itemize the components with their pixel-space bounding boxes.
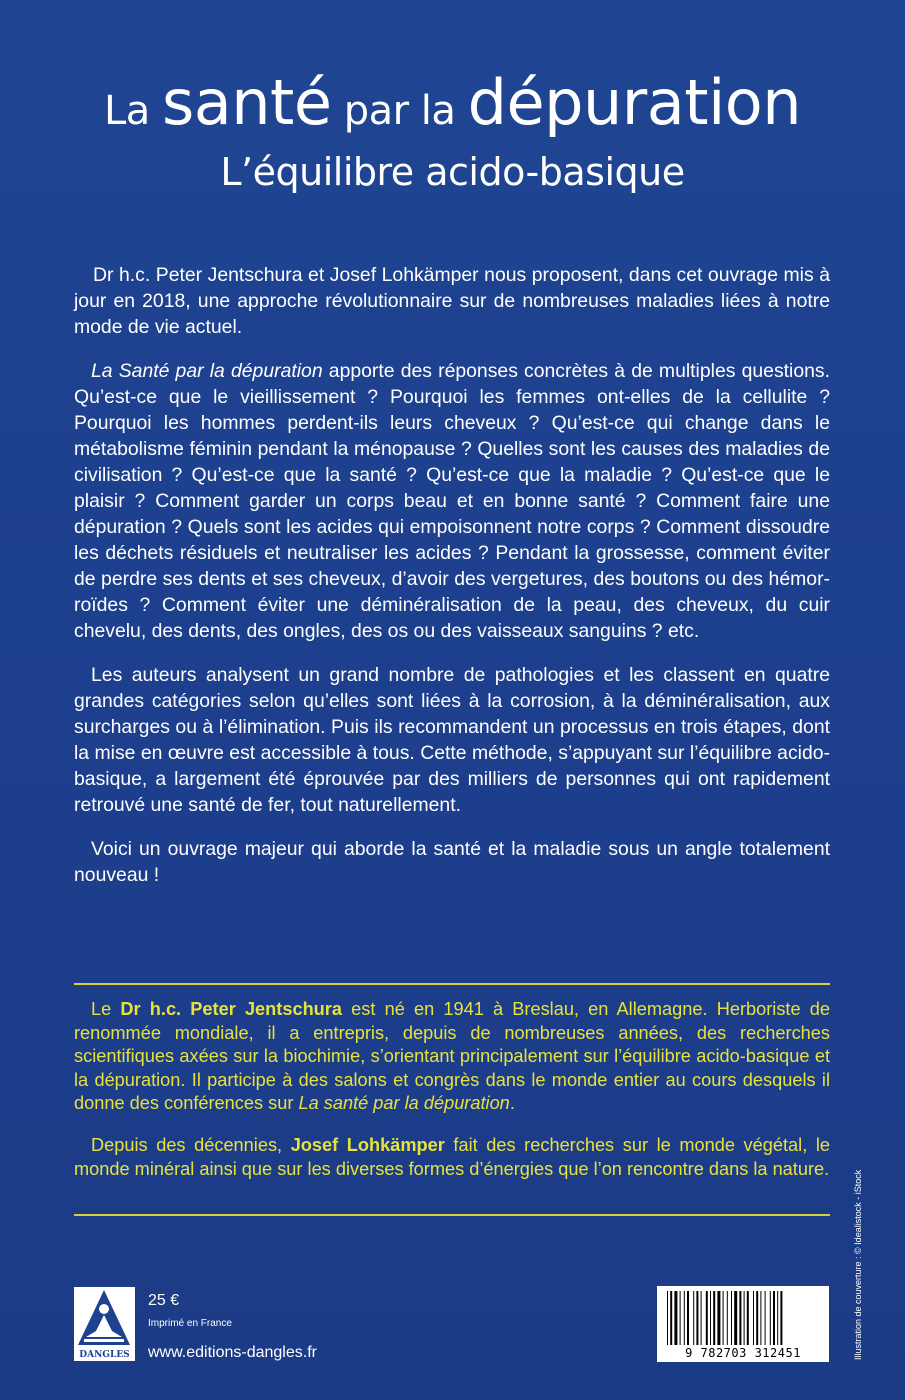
barcode-bar xyxy=(674,1291,677,1345)
bio-1-book-title: La santé par la dépuration xyxy=(298,1093,510,1114)
barcode-bar xyxy=(744,1291,745,1345)
barcode-bar xyxy=(780,1291,782,1345)
barcode-bar xyxy=(727,1291,728,1345)
publisher-logo xyxy=(74,1287,135,1361)
barcode-bar xyxy=(760,1291,761,1345)
bio-2-author-name: Josef Lohkämper xyxy=(290,1134,445,1155)
title-part-4: dépuration xyxy=(467,66,802,139)
book-subtitle: L’équilibre acido-basique xyxy=(220,150,685,194)
barcode-bar xyxy=(756,1291,758,1345)
bio-1-prefix: Le xyxy=(91,999,121,1019)
barcode-bar xyxy=(734,1291,737,1345)
bio-1-author-name: Dr h.c. Peter Jentschura xyxy=(120,999,342,1019)
barcode-bar xyxy=(747,1291,749,1345)
barcode-bar xyxy=(696,1291,698,1345)
barcode-bar xyxy=(717,1291,720,1345)
barcode-bar xyxy=(713,1291,715,1345)
bio-1-end: . xyxy=(509,1093,515,1114)
barcode xyxy=(657,1286,829,1362)
bio-2-prefix: Depuis des décennies, xyxy=(91,1134,291,1155)
barcode-bar xyxy=(701,1291,702,1345)
price: 25 € xyxy=(148,1292,180,1309)
barcode-bars xyxy=(663,1291,823,1345)
meditating-figure-icon xyxy=(74,1287,135,1349)
barcode-bar xyxy=(739,1291,741,1345)
publisher-logo-text: DANGLES xyxy=(79,1350,130,1360)
barcode-bar xyxy=(765,1291,766,1345)
blurb-paragraph-3: Les auteurs analysent un grand nombre de pathologies et les classent en quatre grandes catégories selon qu’elles sont liées à la corrosion, à la déminéralisation, aux surcharges ou à l’élimination. Puis ils recommandent un processus en trois étapes, dont la mise en œuvre est accessible à tous. Cette méthode, s’appuyant sur l’équilibre acido-basique, a largement été éprouvée par des milliers de personnes qui ont rapidement retrouvé une santé de fer, tout naturellement. xyxy=(74,664,830,816)
blurb-title-italic: La Santé par la dépuration xyxy=(91,360,323,382)
divider-top xyxy=(74,983,830,985)
title-part-2: santé xyxy=(161,66,332,139)
bio-lohkamper xyxy=(74,1134,830,1181)
barcode-bar xyxy=(670,1291,672,1345)
barcode-bar xyxy=(773,1291,775,1345)
barcode-bar xyxy=(710,1291,711,1345)
bio-jentschura xyxy=(74,998,830,1116)
isbn-number: 9 782703 312451 xyxy=(685,1346,801,1360)
author-bios xyxy=(74,998,830,1199)
barcode-bar xyxy=(753,1291,754,1345)
bio-2-text: fait des recherches sur le monde végétal, le monde minéral ainsi que sur les diverses formes d’énergies que l’on rencontre dans la nature. xyxy=(74,1134,830,1179)
barcode-bar xyxy=(706,1291,708,1345)
back-cover-blurb xyxy=(74,262,830,906)
printed-in: Imprimé en France xyxy=(148,1318,232,1329)
blurb-paragraph-2-text: apporte des réponses concrètes à de multiples questions. Qu’est-ce que le vieillissement ? Pourquoi les femmes ont-elles de la cellulite ? Pourquoi les hommes perdent-ils leurs cheveux ? Qu’est-ce qui change dans le métabolisme féminin pendant la ménopause ? Quelles sont les causes des maladies de civilisation ? Qu’est-ce que la santé ? Qu’est-ce que la maladie ? Qu’est-ce que le plaisir ? Comment garder un corps beau et en bonne santé ? Comment faire une dépuration ? Quels sont les acides qui empoisonnent notre corps ? Comment dissoudre les déchets résiduels et neutraliser les acides ? Pendant la grossesse, comment éviter de perdre ses dents et ses cheveux, d’avoir des vergetures, des boutons ou des hémorroïdes ? Comment éviter une déminéralisation de la peau, des cheveux, du cuir chevelu, des dents, des ongles, des os ou des vaisseaux sanguins ? etc. xyxy=(74,360,830,642)
title-part-3: par la xyxy=(331,88,468,134)
barcode-bar xyxy=(693,1291,694,1345)
blurb-paragraph-2 xyxy=(74,358,830,644)
blurb-paragraph-1: Dr h.c. Peter Jentschura et Josef Lohkämper nous proposent, dans cet ouvrage mis à jour en 2018, une approche révolutionnaire sur de nombreuses maladies liées à notre mode de vie actuel. xyxy=(74,264,830,338)
book-title xyxy=(0,66,905,139)
barcode-bar xyxy=(731,1291,732,1345)
divider-bottom xyxy=(74,1214,830,1216)
barcode-bar xyxy=(687,1291,689,1345)
publisher-url[interactable]: www.editions-dangles.fr xyxy=(148,1344,317,1361)
blurb-paragraph-4: Voici un ouvrage majeur qui aborde la santé et la maladie sous un angle totalement nouveau ! xyxy=(74,838,830,886)
barcode-bar xyxy=(680,1291,681,1345)
barcode-bar xyxy=(770,1291,771,1345)
barcode-bar xyxy=(667,1291,668,1345)
barcode-bar xyxy=(684,1291,685,1345)
cover-credit: Illustration de couverture : © Idealistock - iStock xyxy=(853,1169,863,1360)
barcode-bar xyxy=(723,1291,724,1345)
title-part-1: La xyxy=(103,88,162,134)
barcode-bar xyxy=(777,1291,778,1345)
bio-1-text: est né en 1941 à Breslau, en Allemagne. Herboriste de renommée mondiale, il a entrepris, depuis de nombreuses années, des recherches scientifiques axées sur la biochimie, s’orientant principalement sur l’équilibre acido-basique et la dépuration. Il participe à des salons et congrès dans le monde entier au cours desquels il donne des conférences sur xyxy=(74,999,830,1114)
